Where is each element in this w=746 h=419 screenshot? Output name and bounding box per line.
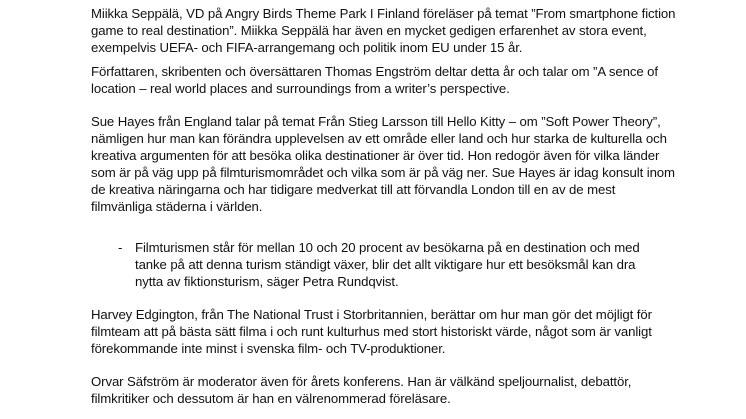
text-line: filmvänliga städerna i världen. bbox=[91, 199, 263, 214]
text-line: nämligen hur man kan förändra upplevelsen av ett område eller land och hur starka de kulturella och bbox=[91, 131, 667, 146]
text-line: nytta av fiktionsturism, säger Petra Rundqvist. bbox=[135, 274, 399, 289]
text-line: exempelvis UEFA- och FIFA-arrangemang och politik inom EU under 15 år. bbox=[91, 40, 523, 55]
text-line: kreativa argumenten för att besöka olika destinationer är över tid. Hon redogör även för vilka länder bbox=[91, 148, 660, 163]
text-line: de kreativa näringarna och har tidigare medverkat till att förvandla London till en av de mest bbox=[91, 182, 616, 197]
text-line: filmteam att på bästa sätt filma i och runt kulturhus med stort historiskt värde, något som är vanligt bbox=[91, 324, 652, 339]
text-line: förekommande inte minst i svenska film- och TV-produktioner. bbox=[91, 341, 446, 356]
text-line: Miikka Seppälä, VD på Angry Birds Theme Park I Finland föreläser på temat ”From smartphone fiction bbox=[91, 6, 676, 21]
text-line: Orvar Säfström är moderator även för årets konferens. Han är välkänd speljournalist, debattör, bbox=[91, 374, 632, 389]
text-line: location – real world places and surroundings from a writer’s perspective. bbox=[91, 81, 510, 96]
text-line: Harvey Edgington, från The National Trust i Storbritannien, berättar om hur man gör det möjligt för bbox=[91, 307, 652, 322]
text-line: som är på väg upp på filmturismområdet och vilka som är på väg ner. Sue Hayes är idag konsult inom bbox=[91, 165, 675, 180]
text-line: tanke på att denna turism ständigt växer, blir det allt viktigare hur ett besöksmål kan dra bbox=[135, 257, 636, 272]
bullet-marker: - bbox=[118, 240, 123, 255]
text-line: Filmturismen står för mellan 10 och 20 procent av besökarna på en destination och med bbox=[135, 240, 640, 255]
text-line: game to real destination”. Miikka Seppälä har även en mycket gedigen erfarenhet av stora event, bbox=[91, 23, 647, 38]
text-line: filmkritiker och dessutom är han en välrenommerad föreläsare. bbox=[91, 391, 451, 406]
text-line: Sue Hayes från England talar på temat Från Stieg Larsson till Hello Kitty – om ”Soft Power Theory”, bbox=[91, 114, 661, 129]
text-line: Författaren, skribenten och översättaren Thomas Engström deltar detta år och talar om ”A sence of bbox=[91, 64, 658, 79]
